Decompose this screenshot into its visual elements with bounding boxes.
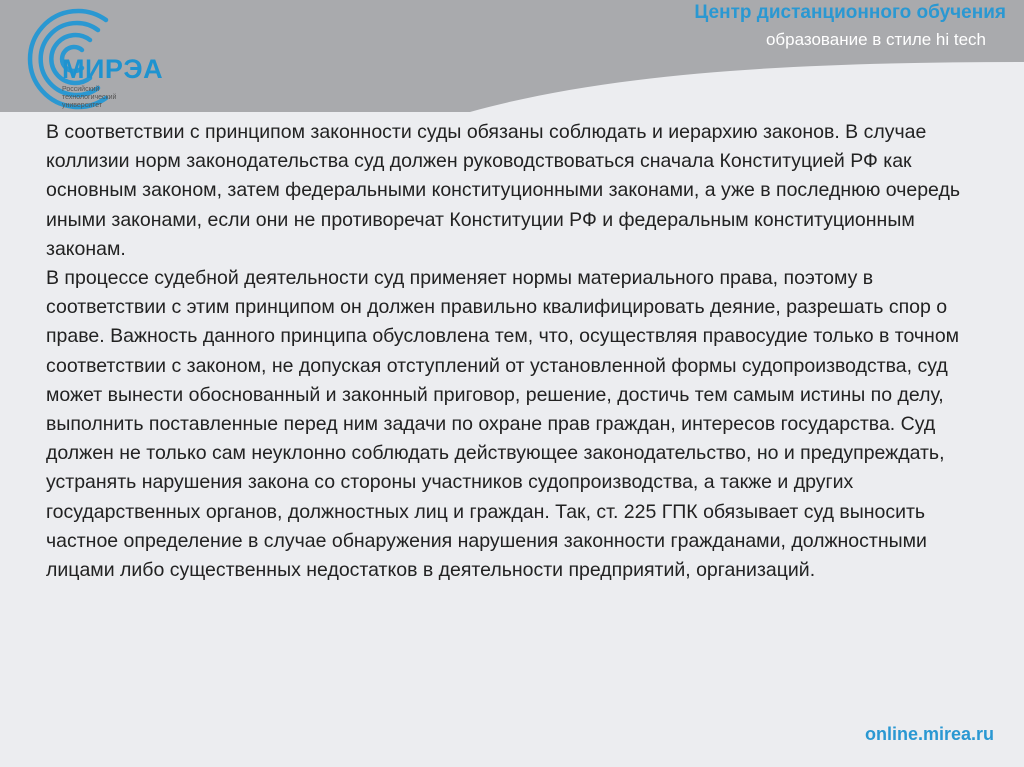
logo-name: МИРЭА	[62, 54, 164, 84]
logo	[6, 6, 171, 111]
header-tagline: образование в стиле hi tech	[765, 30, 986, 49]
site-url[interactable]: online.mirea.ru	[864, 724, 994, 744]
main-text	[46, 118, 986, 585]
paragraph-1: В соответствии с принципом законности суды обязаны соблюдать и иерархию законов. В случае коллизии норм законодательства суд должен руководствоваться сначала Конституцией РФ как основным законом, затем федеральными конституционными законами, а уже в последнюю очередь иными законами, если они не противоречат Конституции РФ и федеральным конституционным законам.	[46, 121, 961, 260]
paragraph-2: В процессе судебной деятельности суд применяет нормы материального права, поэтому в соответствии с этим принципом он должен правильно квалифицировать деяние, разрешать спор о праве. Важность данного принципа обусловлена тем, что, осуществляя правосудие только в точном соответствии с законом, не допуская отступлений от установленной формы судопроизводства, суд может вынести обоснованный и законный приговор, решение, достичь тем самым истины по делу, выполнить поставленные перед ним задачи по охране прав граждан, интересов государства. Суд должен не только сам неуклонно соблюдать действующее законодательство, но и предупреждать, устранять нарушения закона со стороны участников судопроизводства, а также и других государственных органов, должностных лиц и граждан. Так, ст. 225 ГПК обязывает суд выносить частное определение в случае обнаружения нарушения законности гражданами, должностными лицами либо существенных недостатков в деятельности предприятий, организаций.	[46, 267, 960, 582]
header-title: Центр дистанционного обучения	[694, 2, 1006, 23]
logo-subtitle: Российский технологический университет	[62, 86, 117, 109]
